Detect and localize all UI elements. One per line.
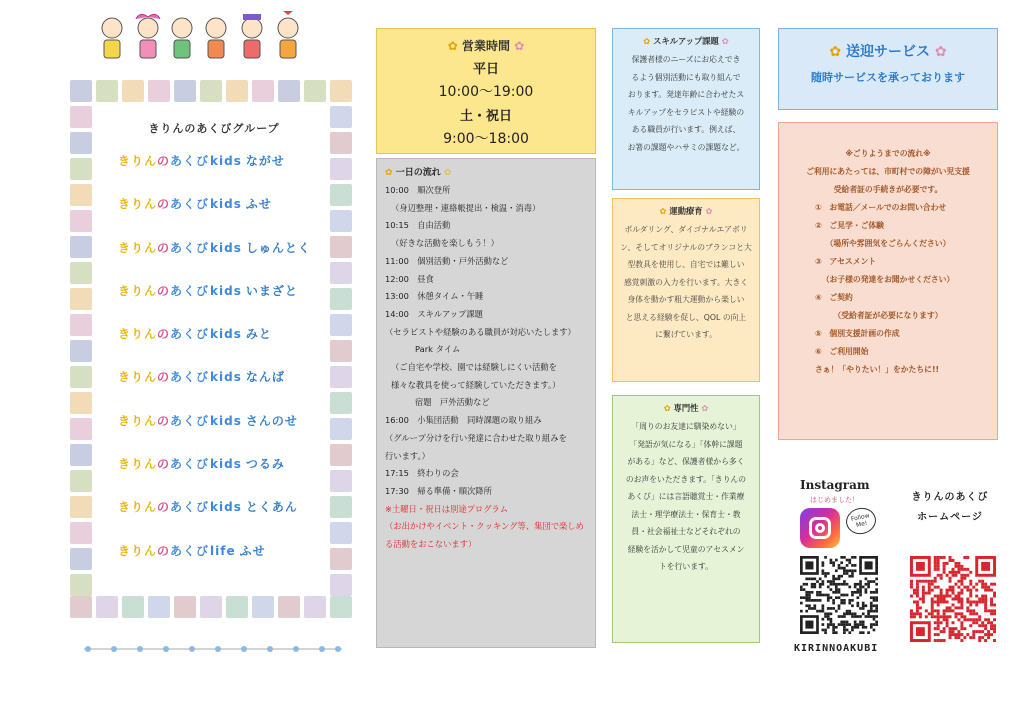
flower-icon: ✿ bbox=[443, 168, 452, 178]
brand-akubi: あくび bbox=[170, 327, 210, 342]
schedule-title-text: 一日の流れ bbox=[395, 168, 441, 178]
brand-no: の bbox=[157, 543, 171, 558]
expert-line: あくび」には言語聴覚士・作業療 bbox=[627, 492, 745, 501]
branch-place: いまざと bbox=[245, 283, 298, 298]
skill-line: るよう個別活動にも取り組んで bbox=[631, 72, 741, 82]
flow-line: （場所や雰囲気をごらんください） bbox=[825, 239, 951, 248]
hours-title-text: 営業時間 bbox=[461, 39, 510, 53]
skill-line: キルアップをセラピストや経験の bbox=[627, 107, 745, 117]
branch-place: しゅんとく bbox=[245, 240, 311, 255]
skill-line: お箸の課題やハサミの課題など。 bbox=[627, 142, 745, 152]
exercise-line: ボルダリング、ダイゴナルエアボリ bbox=[624, 225, 748, 234]
mosaic-tile bbox=[174, 596, 196, 618]
flow-line: ※ごりようまでの流れ※ bbox=[845, 149, 931, 158]
skill-up-title-text: スキルアップ課題 bbox=[653, 36, 719, 46]
schedule-row: Park タイム bbox=[415, 344, 461, 355]
skill-up-card bbox=[612, 28, 760, 190]
mosaic-tile bbox=[96, 80, 118, 102]
instagram-icon[interactable] bbox=[800, 508, 840, 548]
homepage-title bbox=[900, 488, 1000, 528]
expert-line: 「周りのお友達に馴染めない」 bbox=[631, 422, 741, 431]
skill-line: ある職員が行います。例えば、 bbox=[631, 125, 741, 134]
mosaic-tile bbox=[70, 596, 92, 618]
mosaic-tile bbox=[330, 470, 352, 492]
transport-service-box bbox=[778, 28, 998, 110]
brand-kirin: きりん bbox=[118, 500, 158, 515]
branch-suffix: life bbox=[210, 543, 236, 558]
mosaic-tile bbox=[70, 418, 92, 440]
skill-line: おります。発達年齢に合わせたス bbox=[627, 90, 745, 99]
mosaic-tile bbox=[70, 444, 92, 466]
mosaic-tile bbox=[330, 314, 352, 336]
weekday-label: 平日 bbox=[472, 62, 499, 77]
mosaic-tile bbox=[70, 340, 92, 362]
flow-line: ⑥ ご利用開始 bbox=[815, 347, 869, 356]
mosaic-tile bbox=[330, 80, 352, 102]
branch-place: ながせ bbox=[245, 154, 285, 168]
mosaic-tile bbox=[70, 184, 92, 206]
mosaic-tile bbox=[330, 496, 352, 518]
flower-icon: ✿ bbox=[701, 403, 709, 413]
mosaic-tile bbox=[330, 262, 352, 284]
instagram-subtitle: はじめました！ bbox=[810, 496, 859, 504]
flow-line: ③ アセスメント bbox=[815, 257, 877, 266]
brand-akubi: あくび bbox=[170, 370, 210, 385]
flow-line: （お子様の発達をお聞かせください） bbox=[821, 275, 955, 284]
schedule-row: ※土曜日・祝日は別途プログラム bbox=[385, 503, 509, 514]
flow-line: ① お電話／メールでのお問い合わせ bbox=[815, 203, 947, 212]
brand-no: の bbox=[157, 240, 171, 255]
brand-no: の bbox=[157, 413, 171, 428]
business-hours-box bbox=[376, 28, 596, 154]
mosaic-tile bbox=[70, 522, 92, 544]
brand-akubi: あくび bbox=[170, 154, 210, 168]
exercise-line: 感覚刺激の入力を行います。大きく bbox=[623, 277, 749, 287]
branch-item bbox=[118, 455, 328, 498]
mosaic-tile bbox=[70, 158, 92, 180]
mosaic-tile bbox=[330, 236, 352, 258]
sunflower-icon: ✿ bbox=[447, 39, 458, 53]
brand-kirin: きりん bbox=[118, 543, 158, 558]
mosaic-tile bbox=[70, 314, 92, 336]
brand-no: の bbox=[157, 500, 171, 515]
branch-item bbox=[118, 368, 328, 411]
expertise-title-text: 専門性 bbox=[673, 403, 699, 413]
transport-subtitle: 随時サービスを承っております bbox=[811, 71, 965, 84]
expert-line: 法士・理学療法士・保育士・教 bbox=[631, 509, 741, 519]
mosaic-tile bbox=[70, 392, 92, 414]
instagram-qr-code[interactable] bbox=[800, 556, 878, 634]
group-title: きりんのあくびグループ bbox=[148, 122, 280, 135]
branch-place: さんのせ bbox=[245, 413, 298, 428]
exercise-line: ン、そしてオリジナルのブランコと大 bbox=[620, 242, 752, 252]
business-hours-title bbox=[377, 37, 595, 54]
mosaic-tile bbox=[330, 392, 352, 414]
branch-suffix: kids bbox=[210, 327, 242, 342]
brand-kirin: きりん bbox=[118, 154, 158, 168]
flow-line: ⑤ 個別支援計画の作成 bbox=[815, 329, 900, 338]
brand-akubi: あくび bbox=[170, 457, 210, 472]
flow-line: 受給者証の手続きが必要です。 bbox=[833, 185, 943, 194]
sunflower-icon: ✿ bbox=[663, 403, 671, 413]
homepage-qr-code[interactable] bbox=[910, 556, 996, 642]
branch-item bbox=[118, 239, 328, 282]
brand-akubi: あくび bbox=[170, 413, 210, 428]
expertise-card bbox=[612, 395, 760, 643]
expert-line: トを行います。 bbox=[659, 562, 713, 571]
children-illustration bbox=[92, 10, 314, 70]
brand-kirin: きりん bbox=[118, 457, 158, 472]
branch-suffix: kids bbox=[210, 240, 242, 255]
branch-item bbox=[118, 542, 328, 585]
schedule-row: 17:15 終わりの会 bbox=[385, 468, 459, 479]
brand-akubi: あくび bbox=[170, 197, 210, 212]
mosaic-tile bbox=[200, 80, 222, 102]
branch-suffix: kids bbox=[210, 500, 242, 515]
mosaic-tile bbox=[278, 80, 300, 102]
branch-suffix: kids bbox=[210, 197, 242, 212]
mosaic-tile bbox=[70, 106, 92, 128]
schedule-row: 16:00 小集団活動 同時課題の取り組み bbox=[385, 415, 542, 426]
branch-item bbox=[118, 195, 328, 238]
mosaic-tile bbox=[330, 288, 352, 310]
flow-line: さぁ！「やりたい！」をかたちに!! bbox=[815, 365, 940, 374]
mosaic-tile bbox=[330, 522, 352, 544]
exercise-body bbox=[619, 221, 753, 344]
expertise-body bbox=[619, 418, 753, 576]
sunflower-icon: ✿ bbox=[643, 36, 651, 46]
expert-line: 経験を活かして児童のアセスメン bbox=[627, 544, 745, 554]
instagram-account-id: KIRINNOAKUBI bbox=[794, 643, 879, 654]
flow-line: ② ご見学・ご体験 bbox=[815, 221, 884, 230]
brand-akubi: あくび bbox=[170, 543, 210, 558]
schedule-row: （好きな活動を楽しもう！） bbox=[391, 238, 499, 249]
schedule-rows bbox=[385, 184, 589, 551]
mosaic-tile bbox=[278, 596, 300, 618]
brand-kirin: きりん bbox=[118, 413, 158, 428]
expert-line: のお声をいただきます。「きりんの bbox=[625, 474, 747, 484]
exercise-line: 型教具を使用し、自宅では難しい bbox=[627, 260, 745, 269]
mosaic-tile bbox=[70, 548, 92, 570]
flower-icon: ✿ bbox=[721, 36, 729, 46]
mosaic-tile bbox=[122, 80, 144, 102]
branch-item bbox=[118, 412, 328, 455]
brand-akubi: あくび bbox=[170, 500, 210, 515]
mosaic-tile bbox=[304, 80, 326, 102]
homepage-title-line1: きりんのあくび bbox=[911, 492, 989, 503]
exercise-title-text: 運動療育 bbox=[669, 206, 703, 216]
branch-place: とくあん bbox=[245, 500, 298, 515]
branch-suffix: kids bbox=[210, 413, 242, 428]
flow-line: ご利用にあたっては、市町村での障がい児支援 bbox=[806, 167, 970, 176]
schedule-row: 様々な教具を使って経験していただきます。） bbox=[391, 379, 561, 390]
mosaic-tile bbox=[226, 596, 248, 618]
exercise-line: と思える経験を促し、QOL の向上 bbox=[625, 312, 747, 322]
brand-no: の bbox=[157, 154, 171, 168]
weekday-time: 10:00～19:00 bbox=[438, 84, 534, 100]
schedule-row: （セラピストや経験のある職員が対応いたします） bbox=[385, 326, 576, 337]
flower-icon: ✿ bbox=[934, 44, 947, 60]
brand-kirin: きりん bbox=[118, 197, 158, 212]
schedule-row: 10:15 自由活動 bbox=[385, 220, 451, 231]
weekend-label: 土・祝日 bbox=[459, 109, 512, 124]
schedule-row: 17:30 帰る準備・順次降所 bbox=[385, 485, 492, 496]
mosaic-tile bbox=[330, 574, 352, 596]
mosaic-tile bbox=[330, 132, 352, 154]
mosaic-tile bbox=[70, 236, 92, 258]
mosaic-tile bbox=[70, 496, 92, 518]
expert-line: がある」など、保護者様から多く bbox=[627, 457, 745, 466]
mosaic-tile bbox=[330, 158, 352, 180]
branch-suffix: kids bbox=[210, 283, 242, 298]
daily-schedule-box bbox=[376, 158, 596, 648]
brand-akubi: あくび bbox=[170, 283, 210, 298]
mosaic-tile bbox=[330, 366, 352, 388]
bead-decoration bbox=[84, 644, 342, 654]
homepage-title-line2: ホームページ bbox=[917, 512, 983, 523]
mosaic-tile bbox=[252, 596, 274, 618]
schedule-row: 12:00 昼食 bbox=[385, 273, 434, 284]
exercise-line: に繋げています。 bbox=[655, 330, 717, 339]
expertise-title bbox=[619, 402, 753, 414]
transport-title-text: 送迎サービス bbox=[846, 44, 930, 60]
schedule-row: 10:00 順次登所 bbox=[385, 185, 451, 195]
schedule-row: 行います。） bbox=[385, 450, 430, 461]
branch-place: みと bbox=[245, 327, 272, 342]
schedule-row: （ご自宅や学校、園では経験しにくい活動を bbox=[391, 362, 557, 373]
mosaic-tile bbox=[252, 80, 274, 102]
mosaic-tile bbox=[70, 132, 92, 154]
brand-no: の bbox=[157, 197, 171, 212]
mosaic-tile bbox=[148, 596, 170, 618]
schedule-row: 11:00 個別活動・戸外活動など bbox=[385, 255, 509, 266]
branch-suffix: kids bbox=[210, 370, 242, 385]
schedule-row: （お出かけやイベント・クッキング等、集団で楽しめ bbox=[385, 521, 584, 532]
usage-flow-box bbox=[778, 122, 998, 440]
branch-item bbox=[118, 325, 328, 368]
expert-line: 「発語が気になる」「体幹に課題 bbox=[629, 439, 743, 449]
branch-place: ふせ bbox=[239, 543, 266, 558]
mosaic-tile bbox=[70, 574, 92, 596]
schedule-row: 13:00 休憩タイム・午睡 bbox=[385, 291, 484, 302]
mosaic-tile bbox=[330, 444, 352, 466]
mosaic-tile bbox=[330, 418, 352, 440]
mosaic-tile bbox=[226, 80, 248, 102]
brand-no: の bbox=[157, 457, 171, 472]
branch-place: ふせ bbox=[245, 197, 272, 212]
brand-no: の bbox=[157, 283, 171, 298]
mosaic-tile bbox=[70, 288, 92, 310]
brand-akubi: あくび bbox=[170, 240, 210, 255]
sunflower-icon: ✿ bbox=[829, 44, 842, 60]
skill-line: 保護者様のニーズにお応えでき bbox=[631, 55, 741, 64]
branch-list bbox=[118, 152, 328, 585]
brand-kirin: きりん bbox=[118, 370, 158, 385]
branch-item bbox=[118, 282, 328, 325]
flow-line: （受給者証が必要になります） bbox=[833, 311, 943, 320]
expert-line: 員・社会福祉士などそれぞれの bbox=[631, 527, 741, 536]
branch-suffix: kids bbox=[210, 154, 242, 168]
branch-place: なんば bbox=[245, 370, 285, 385]
follow-me-bubble: Follow Me! bbox=[844, 505, 879, 537]
schedule-title bbox=[385, 165, 589, 178]
exercise-card bbox=[612, 198, 760, 382]
branch-item bbox=[118, 498, 328, 541]
brand-kirin: きりん bbox=[118, 327, 158, 342]
mosaic-tile bbox=[330, 106, 352, 128]
sunflower-icon: ✿ bbox=[659, 206, 667, 216]
exercise-title bbox=[619, 205, 753, 217]
mosaic-tile bbox=[96, 596, 118, 618]
mosaic-tile bbox=[330, 340, 352, 362]
mosaic-tile bbox=[148, 80, 170, 102]
mosaic-tile bbox=[330, 210, 352, 232]
mosaic-tile bbox=[70, 80, 92, 102]
mosaic-tile bbox=[70, 470, 92, 492]
brand-kirin: きりん bbox=[118, 283, 158, 298]
transport-title bbox=[779, 41, 997, 61]
mosaic-tile bbox=[304, 596, 326, 618]
exercise-line: 身体を動かす粗大運動から楽しい bbox=[627, 295, 745, 304]
instagram-title: Instagram bbox=[800, 478, 870, 492]
brand-no: の bbox=[157, 370, 171, 385]
branch-place: つるみ bbox=[245, 457, 285, 472]
schedule-row: る活動をおこないます） bbox=[385, 539, 477, 550]
mosaic-tile bbox=[330, 184, 352, 206]
mosaic-tile bbox=[122, 596, 144, 618]
schedule-row: 14:00 スキルアップ課題 bbox=[385, 308, 483, 319]
schedule-row: 宿題 戸外活動など bbox=[415, 397, 490, 408]
mosaic-tile bbox=[70, 210, 92, 232]
flower-icon: ✿ bbox=[705, 206, 713, 216]
mosaic-tile bbox=[330, 596, 352, 618]
skill-up-body bbox=[619, 51, 753, 156]
brand-no: の bbox=[157, 327, 171, 342]
mosaic-tile bbox=[70, 366, 92, 388]
schedule-row: （身辺整理・連絡帳提出・検温・消毒） bbox=[391, 202, 541, 213]
skill-up-title bbox=[619, 35, 753, 47]
brand-kirin: きりん bbox=[118, 240, 158, 255]
weekend-time: 9:00～18:00 bbox=[443, 131, 529, 147]
mosaic-tile bbox=[200, 596, 222, 618]
sunflower-icon: ✿ bbox=[385, 168, 393, 178]
branch-item bbox=[118, 152, 328, 195]
mosaic-tile bbox=[330, 548, 352, 570]
mosaic-tile bbox=[174, 80, 196, 102]
schedule-row: （グループ分けを行い発達に合わせた取り組みを bbox=[385, 432, 567, 443]
flower-icon: ✿ bbox=[514, 39, 525, 53]
flow-line: ④ ご契約 bbox=[815, 293, 853, 302]
mosaic-tile bbox=[70, 262, 92, 284]
branch-suffix: kids bbox=[210, 457, 242, 472]
